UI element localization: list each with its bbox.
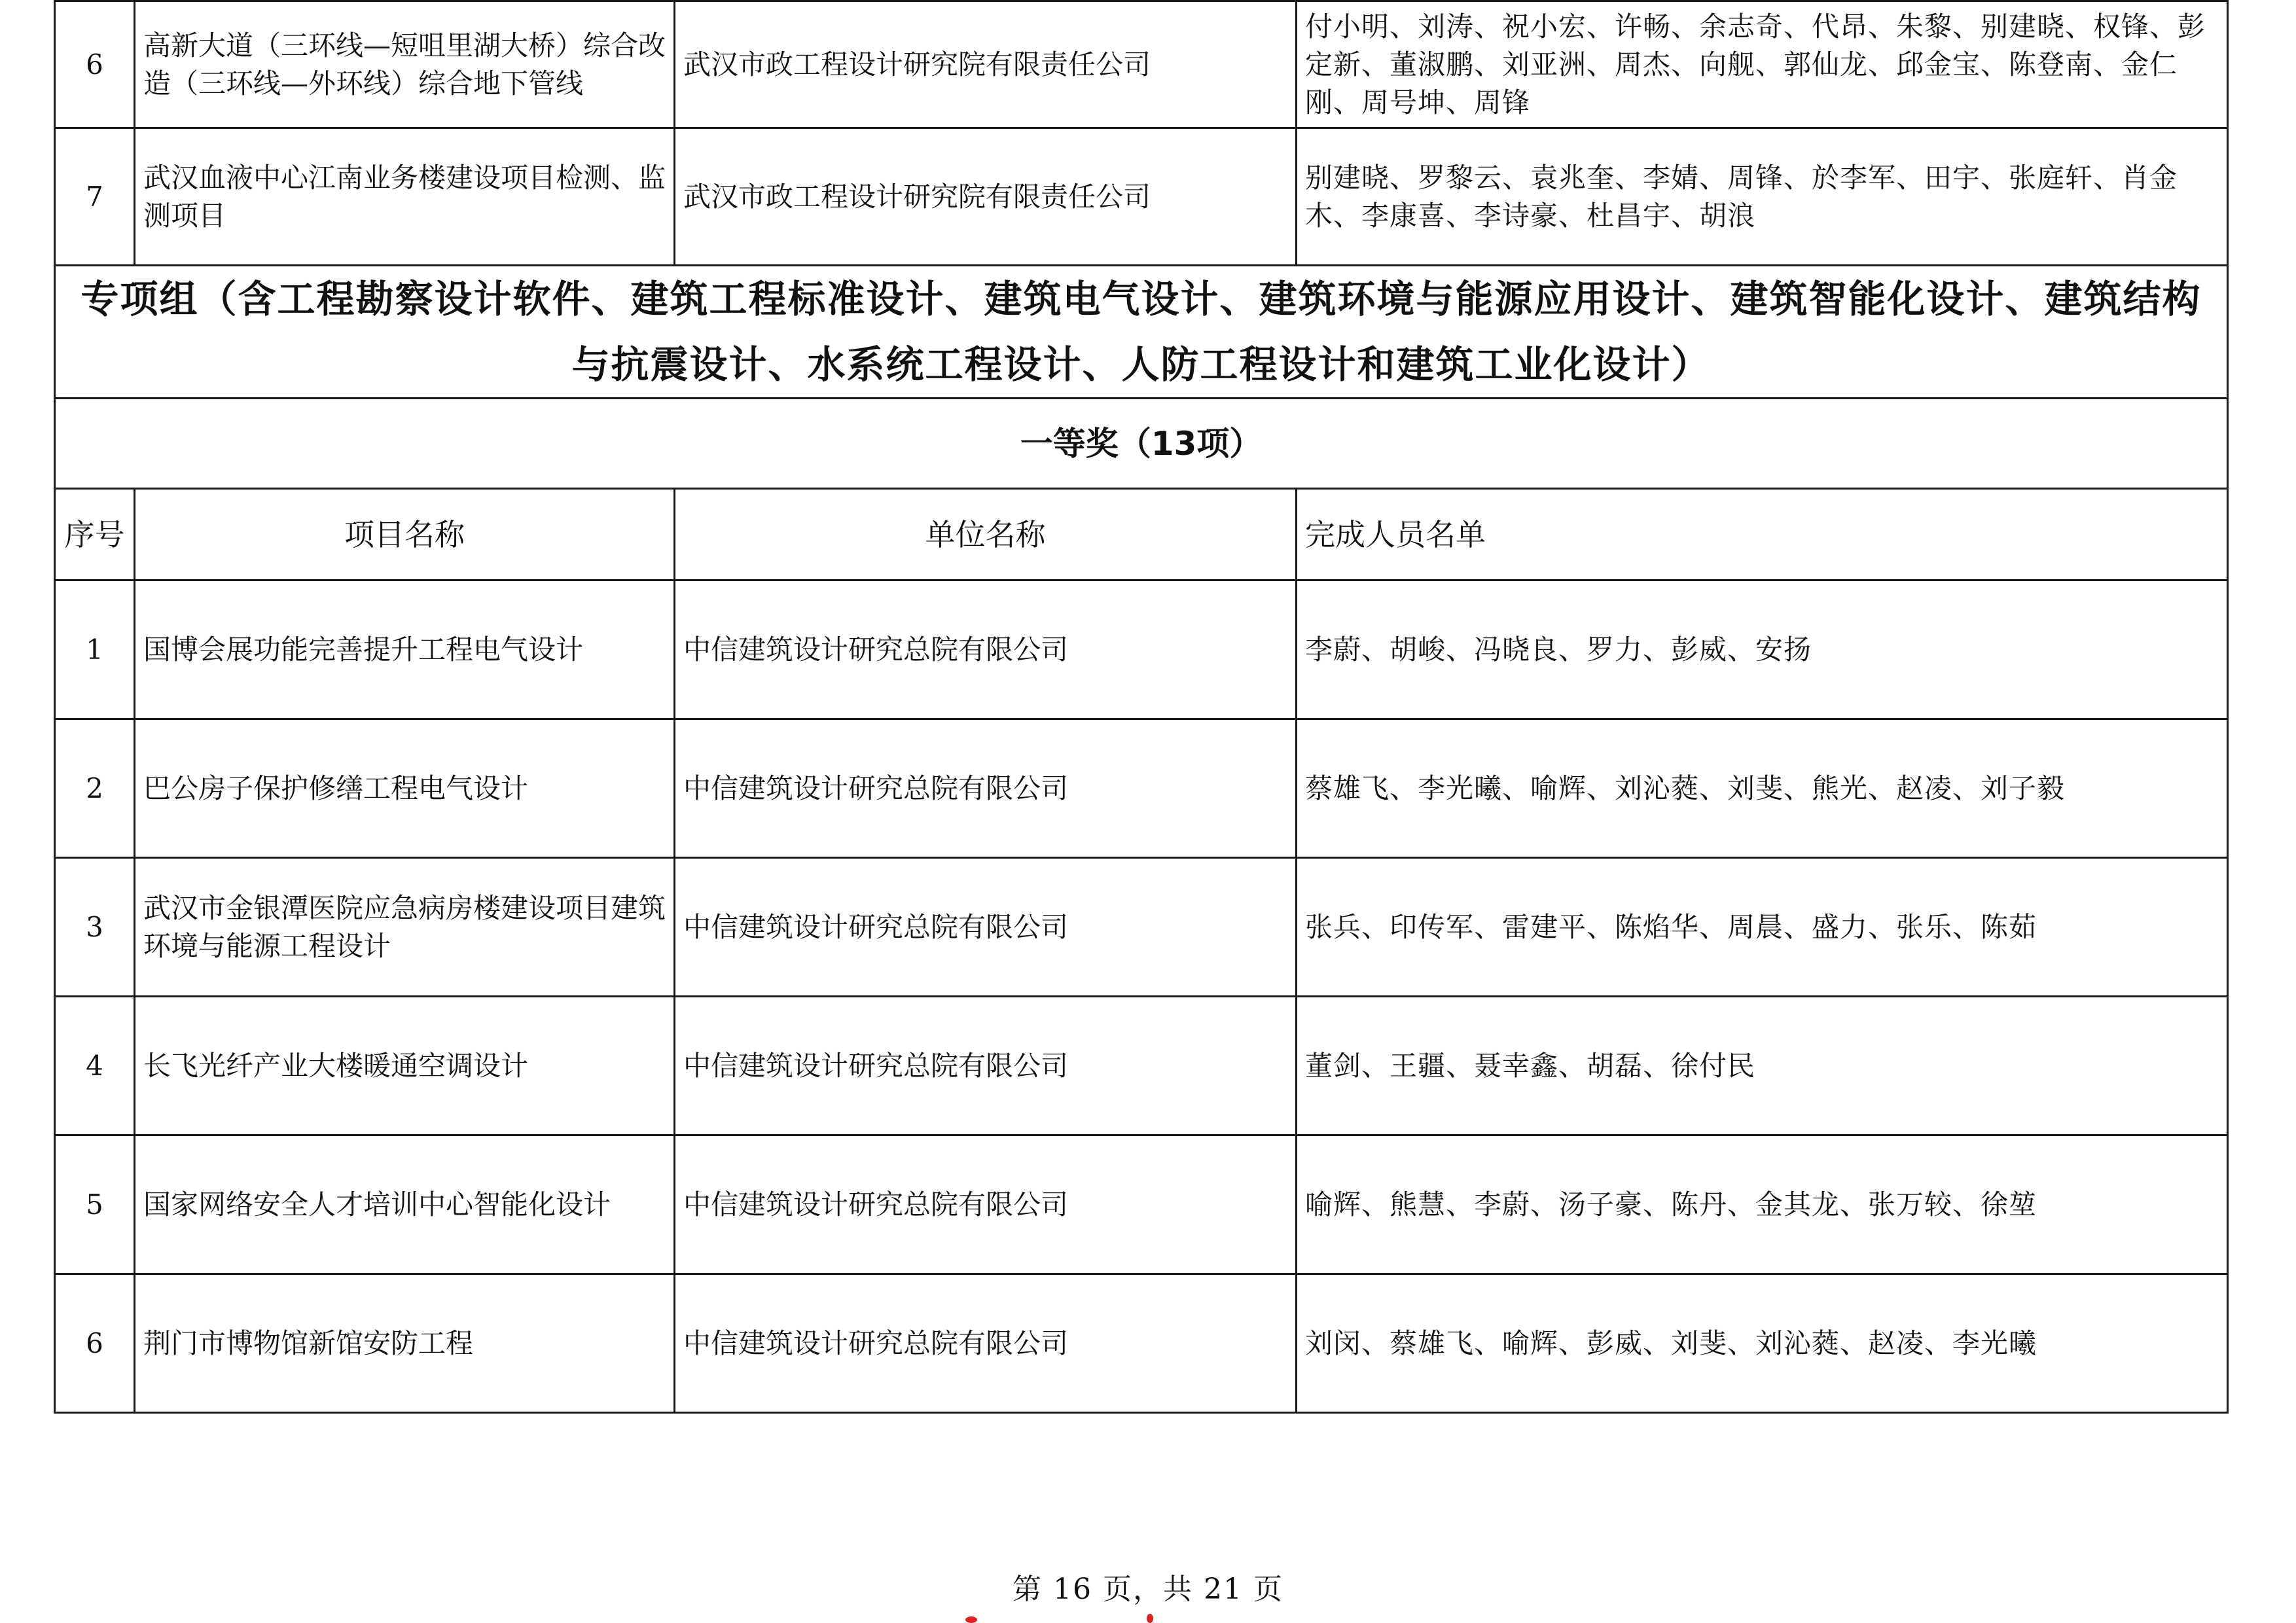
header-personnel-list: 完成人员名单 <box>1297 489 2228 580</box>
row-number: 3 <box>55 858 135 997</box>
personnel-list: 别建晓、罗黎云、袁兆奎、李婧、周锋、於李军、田宇、张庭轩、肖金木、李康喜、李诗豪、杜昌宇、胡浪 <box>1297 128 2228 266</box>
personnel-list: 张兵、印传军、雷建平、陈焰华、周晨、盛力、张乐、陈茹 <box>1297 858 2228 997</box>
section-title-row <box>55 266 2228 399</box>
personnel-list: 付小明、刘涛、祝小宏、许畅、余志奇、代昂、朱黎、别建晓、权锋、彭定新、董淑鹏、刘亚洲、周杰、向舰、郭仙龙、邱金宝、陈登南、金仁刚、周号坤、周锋 <box>1297 1 2228 128</box>
personnel-list: 李蔚、胡峻、冯晓良、罗力、彭威、安扬 <box>1297 580 2228 719</box>
unit-name: 中信建筑设计研究总院有限公司 <box>675 1274 1297 1413</box>
unit-name: 武汉市政工程设计研究院有限责任公司 <box>675 1 1297 128</box>
personnel-list: 刘闵、蔡雄飞、喻辉、彭威、刘斐、刘沁蕤、赵凌、李光曦 <box>1297 1274 2228 1413</box>
table-row <box>55 1274 2228 1413</box>
unit-name: 武汉市政工程设计研究院有限责任公司 <box>675 128 1297 266</box>
personnel-list: 喻辉、熊慧、李蔚、汤子豪、陈丹、金其龙、张万较、徐堃 <box>1297 1135 2228 1274</box>
project-name: 武汉市金银潭医院应急病房楼建设项目建筑环境与能源工程设计 <box>135 858 675 997</box>
project-name: 国博会展功能完善提升工程电气设计 <box>135 580 675 719</box>
header-project-name: 项目名称 <box>135 489 675 580</box>
row-number: 6 <box>55 1 135 128</box>
red-stamp-fragment <box>965 1616 977 1623</box>
project-name: 高新大道（三环线—短咀里湖大桥）综合改造（三环线—外环线）综合地下管线 <box>135 1 675 128</box>
row-number: 6 <box>55 1274 135 1413</box>
row-number: 5 <box>55 1135 135 1274</box>
table-row <box>55 1135 2228 1274</box>
unit-name: 中信建筑设计研究总院有限公司 <box>675 997 1297 1135</box>
award-title-row <box>55 399 2228 489</box>
unit-name: 中信建筑设计研究总院有限公司 <box>675 858 1297 997</box>
awards-table <box>54 0 2229 1414</box>
red-stamp-fragment <box>1147 1614 1153 1623</box>
row-number: 2 <box>55 719 135 858</box>
row-number: 1 <box>55 580 135 719</box>
table-row <box>55 719 2228 858</box>
project-name: 国家网络安全人才培训中心智能化设计 <box>135 1135 675 1274</box>
row-number: 4 <box>55 997 135 1135</box>
unit-name: 中信建筑设计研究总院有限公司 <box>675 719 1297 858</box>
table-row <box>55 128 2228 266</box>
section-title: 专项组（含工程勘察设计软件、建筑工程标准设计、建筑电气设计、建筑环境与能源应用设计、建筑智能化设计、建筑结构与抗震设计、水系统工程设计、人防工程设计和建筑工业化设计） <box>55 266 2228 399</box>
header-serial-number: 序号 <box>55 489 135 580</box>
award-level-title: 一等奖（13项） <box>55 399 2228 489</box>
table-row <box>55 580 2228 719</box>
table-row <box>55 1 2228 128</box>
project-name: 荆门市博物馆新馆安防工程 <box>135 1274 675 1413</box>
personnel-list: 蔡雄飞、李光曦、喻辉、刘沁蕤、刘斐、熊光、赵凌、刘子毅 <box>1297 719 2228 858</box>
personnel-list: 董剑、王疆、聂幸鑫、胡磊、徐付民 <box>1297 997 2228 1135</box>
project-name: 长飞光纤产业大楼暖通空调设计 <box>135 997 675 1135</box>
project-name: 武汉血液中心江南业务楼建设项目检测、监测项目 <box>135 128 675 266</box>
project-name: 巴公房子保护修缮工程电气设计 <box>135 719 675 858</box>
unit-name: 中信建筑设计研究总院有限公司 <box>675 580 1297 719</box>
header-unit-name: 单位名称 <box>675 489 1297 580</box>
table-header-row <box>55 489 2228 580</box>
table-row <box>55 997 2228 1135</box>
row-number: 7 <box>55 128 135 266</box>
unit-name: 中信建筑设计研究总院有限公司 <box>675 1135 1297 1274</box>
page-number-footer: 第 16 页，共 21 页 <box>1013 1573 1283 1606</box>
table-row <box>55 858 2228 997</box>
